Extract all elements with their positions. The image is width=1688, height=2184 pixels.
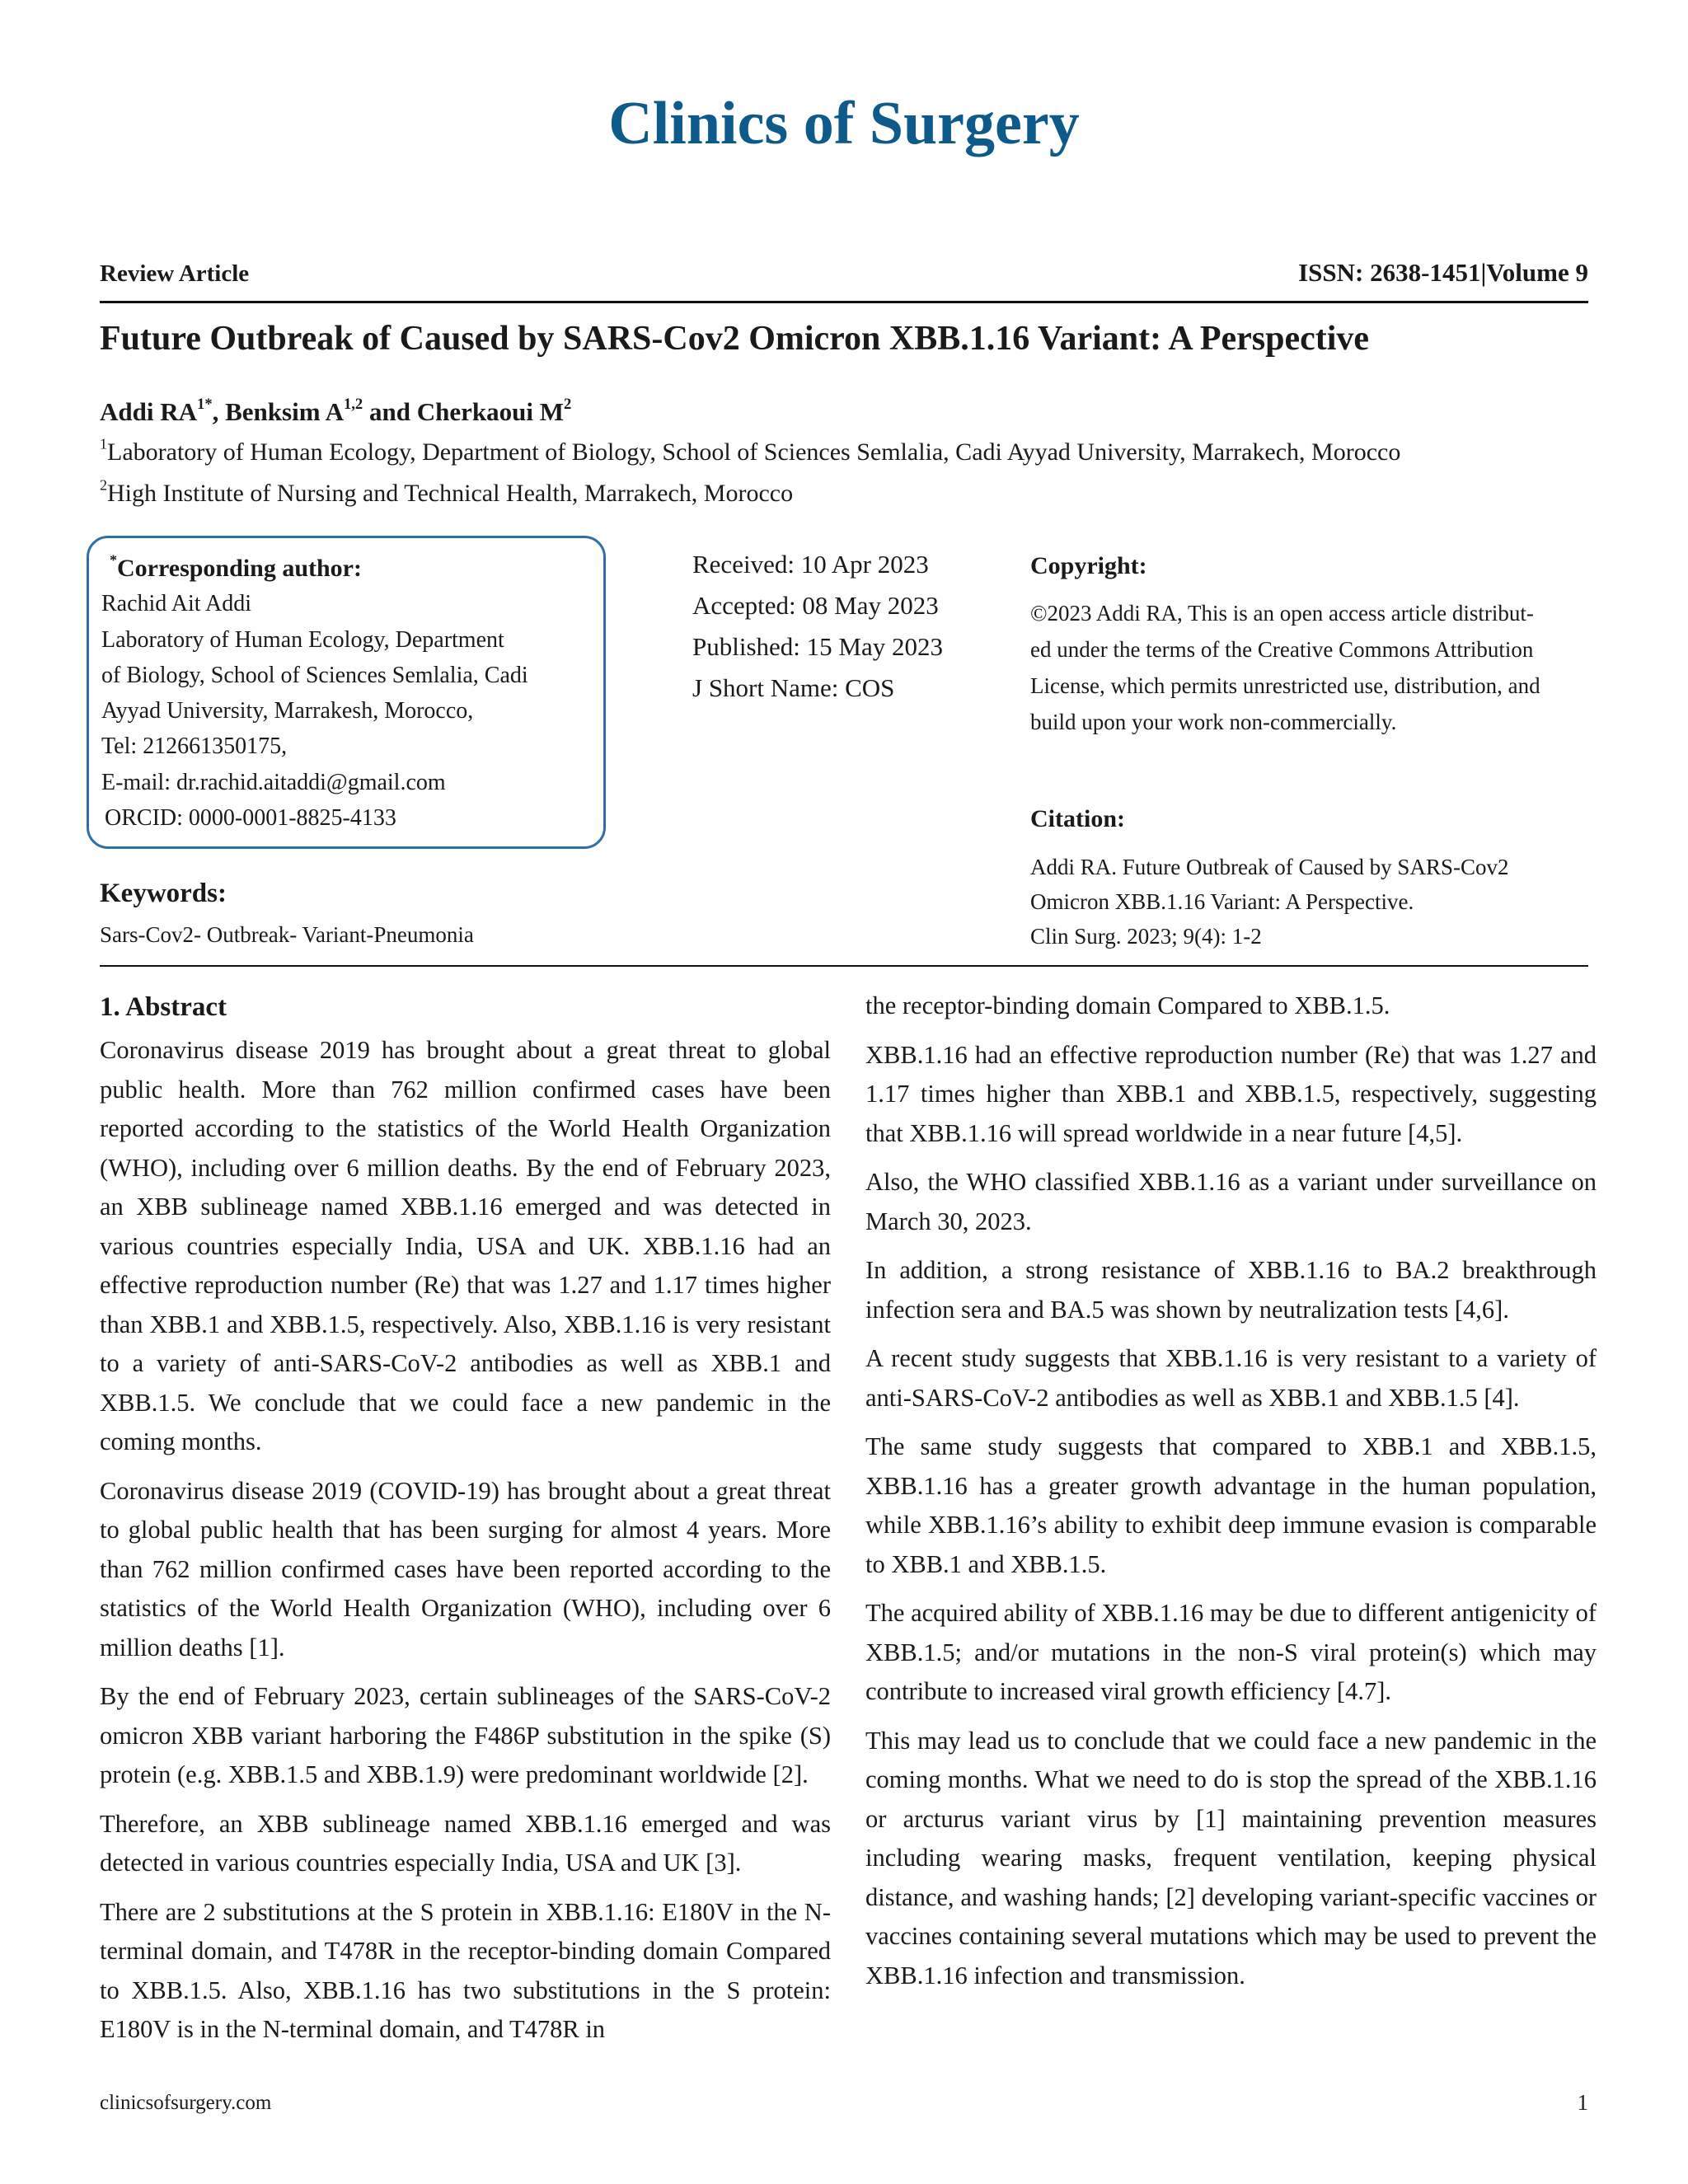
author-email: E-mail: dr.rachid.aitaddi@gmail.com [101, 769, 446, 795]
author-list [100, 397, 571, 427]
body-paragraph: By the end of February 2023, certain sublineages of the SARS-CoV-2 omicron XBB variant harboring the F486P substitution in the spike (S) protein (e.g. XBB.1.5 and XBB.1.9) were predominant worldwide [2]. [100, 1682, 831, 1788]
article-dates [692, 544, 943, 709]
body-paragraph: This may lead us to conclude that we could face a new pandemic in the coming months. What we need to do is stop the spread of the XBB.1.16 or arcturus variant virus by [1] maintaining prevention measures including wearing masks, frequent ventilation, keeping physical distance, and washing hands; [2] developing variant-specific vaccines or vaccines containing several mutations which may be used to prevent the XBB.1.16 infection and transmission. [865, 1726, 1597, 1990]
journal-title: Clinics of Surgery [608, 90, 1080, 157]
citation-text: Addi RA. Future Outbreak of Caused by SARS-Cov2 Omicron XBB.1.16 Variant: A Perspective. Clin Surg. 2023; 9(4): 1-2 [1030, 855, 1509, 949]
author-contact-line: Rachid Ait Addi [101, 591, 251, 617]
body-paragraph: In addition, a strong resistance of XBB.1.16 to BA.2 breakthrough infection sera and BA.5 was shown by neutralization tests [4,6]. [865, 1256, 1597, 1324]
corresponding-author [101, 551, 528, 836]
body-paragraph: Coronavirus disease 2019 has brought about a great threat to global public health. More than 762 million confirmed cases have been reported according to the statistics of the World Health Organization (WHO), including over 6 million deaths. By the end of February 2023, an XBB sublineage named XBB.1.16 emerged and was detected in various countries especially India, USA and UK. XBB.1.16 had an effective reproduction number (Re) that was 1.27 and 1.17 times higher than XBB.1 and XBB.1.5, respectively. Also, XBB.1.16 is very resistant to a variety of anti-SARS-CoV-2 antibodies as well as XBB.1 and XBB.1.5. We conclude that we could face a new pandemic in the coming months. [100, 1036, 831, 1455]
issn-volume: ISSN: 2638-1451|Volume 9 [1298, 258, 1588, 287]
author-phone: Tel: 212661350175, [101, 733, 288, 760]
copyright-text: ©2023 Addi RA, This is an open access article distribut- ed under the terms of the Creative Commons Attribution License, which permits unrestricted use, distribution, and build upon your work non-commercially. [1030, 601, 1540, 734]
body-paragraph: The acquired ability of XBB.1.16 may be due to different antigenicity of XBB.1.5; and/or mutations in the non-S viral protein(s) which may contribute to increased viral growth efficiency [4.7]. [865, 1599, 1597, 1705]
corresponding-star: * [110, 551, 117, 569]
affiliation-number: 1 [100, 435, 107, 452]
body-paragraph: There are 2 substitutions at the S protein in XBB.1.16: E180V in the N-terminal domain, and T478R in the receptor-binding domain Compared to XBB.1.5. Also, XBB.1.16 has two substitutions in the S protein: E180V is in the N-terminal domain, and T478R in [100, 1897, 831, 2043]
corresponding-author-heading: *Corresponding author: [110, 551, 362, 582]
affiliation-text: Laboratory of Human Ecology, Department of Biology, School of Sciences Semlalia, Cadi Ayyad University, Marrakech, Morocco [107, 438, 1401, 466]
article-title: Future Outbreak of Caused by SARS-Cov2 Omicron XBB.1.16 Variant: A Perspective [100, 320, 1370, 358]
header-rule [100, 301, 1588, 303]
accepted-date: Accepted: 08 May 2023 [692, 591, 939, 620]
body-paragraph: A recent study suggests that XBB.1.16 is very resistant to a variety of anti-SARS-CoV-2 antibodies as well as XBB.1 and XBB.1.5 [4]. [865, 1344, 1597, 1412]
affiliation-text: High Institute of Nursing and Technical Health, Marrakech, Morocco [107, 480, 794, 507]
author-affiliation-mark: 1* [197, 396, 213, 414]
copyright-heading: Copyright: [1030, 552, 1147, 579]
body-paragraph: Coronavirus disease 2019 (COVID-19) has brought about a great threat to global public health that has been surging for almost 4 years. More than 762 million confirmed cases have been reported according to the statistics of the World Health Organization (WHO), including over 6 million deaths [1]. [100, 1476, 831, 1661]
body-paragraph: The same study suggests that compared to XBB.1 and XBB.1.5, XBB.1.16 has a greater growth advantage in the human population, while XBB.1.16’s ability to exhibit deep immune evasion is comparable to XBB.1 and XBB.1.5. [865, 1432, 1597, 1578]
page-number: 1 [1577, 2090, 1588, 2115]
author-name: Addi RA [100, 397, 198, 426]
body-column-right [865, 987, 1597, 2005]
received-date: Received: 10 Apr 2023 [692, 550, 929, 579]
citation-heading: Citation: [1030, 805, 1125, 832]
author-contact-line: Ayyad University, Marrakesh, Morocco, [101, 698, 474, 724]
section-heading: 1. Abstract [100, 992, 227, 1022]
author-orcid: ORCID: 0000-0001-8825-4133 [105, 805, 396, 832]
body-column-left [100, 987, 831, 2060]
author-contact-line: Laboratory of Human Ecology, Department [101, 626, 504, 653]
article-type: Review Article [100, 260, 250, 287]
body-paragraph: Also, the WHO classified XBB.1.16 as a variant under surveillance on March 30, 2023. [865, 1168, 1597, 1235]
author-separator: and [363, 397, 417, 426]
body-paragraph: Therefore, an XBB sublineage named XBB.1.16 emerged and was detected in various countries especially India, USA and UK [3]. [100, 1809, 831, 1877]
section-rule [100, 965, 1588, 967]
journal-short-name: J Short Name: COS [692, 673, 895, 702]
author-name: Benksim A [225, 397, 344, 426]
author-affiliation-mark: 2 [563, 396, 572, 414]
affiliation-number: 2 [100, 476, 107, 494]
affiliation [100, 476, 794, 508]
body-paragraph: XBB.1.16 had an effective reproduction number (Re) that was 1.27 and 1.17 times higher than XBB.1 and XBB.1.5, respectively, suggesting that XBB.1.16 will spread worldwide in a near future [4,5]. [865, 1040, 1597, 1147]
footer-website[interactable]: clinicsofsurgery.com [100, 2092, 272, 2114]
body-paragraph: the receptor-binding domain Compared to XBB.1.5. [865, 991, 1390, 1019]
published-date: Published: 15 May 2023 [692, 632, 943, 661]
author-affiliation-mark: 1,2 [343, 396, 363, 414]
author-contact-line: of Biology, School of Sciences Semlalia, Cadi [101, 662, 528, 688]
author-name: Cherkaoui M [416, 397, 564, 426]
keywords-text: Sars-Cov2- Outbreak- Variant-Pneumonia [100, 922, 474, 947]
keywords-heading: Keywords: [100, 879, 227, 908]
affiliation [100, 435, 1401, 466]
author-separator: , [212, 397, 226, 426]
